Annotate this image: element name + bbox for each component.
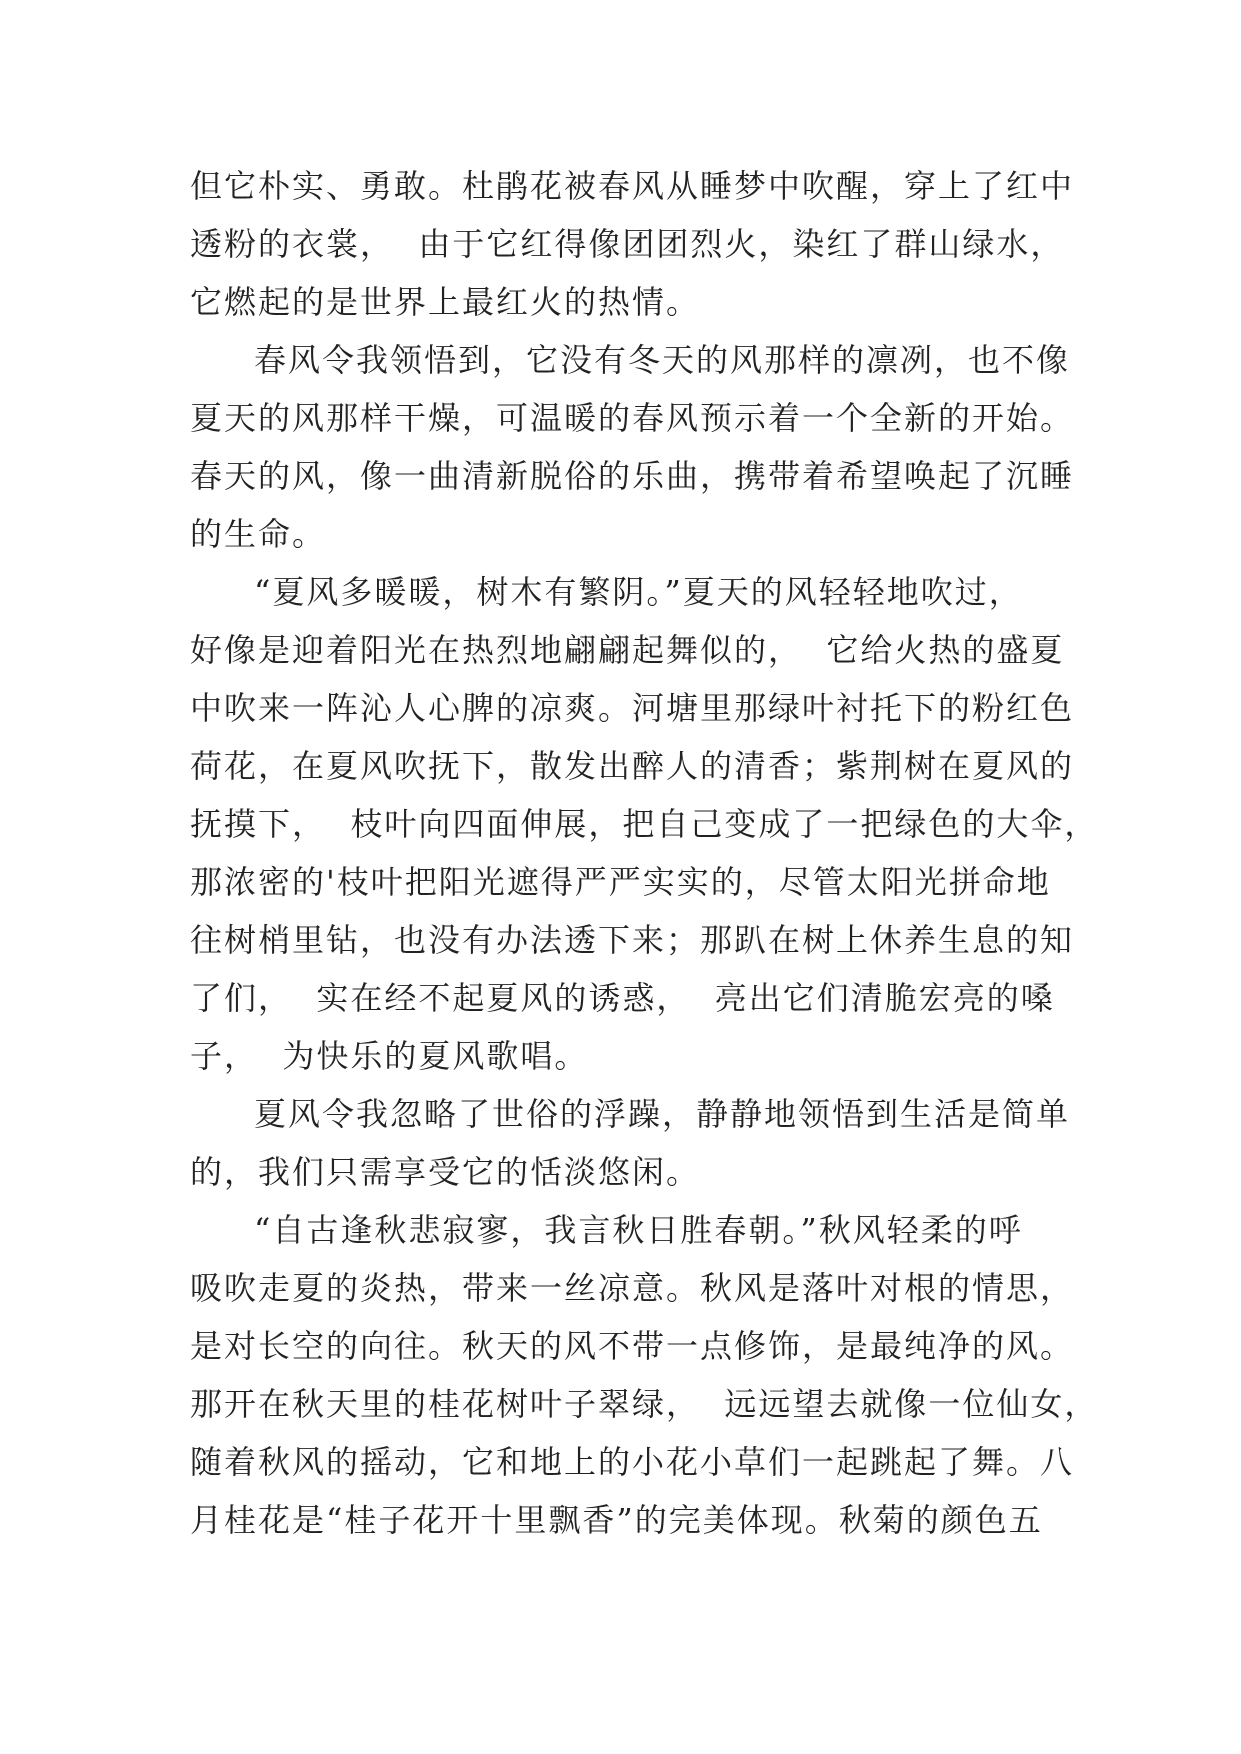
text-line-paragraph-start: 夏风令我忽略了世俗的浮躁，静静地领悟到生活是简单 <box>254 1095 1071 1133</box>
text-line: 随着秋风的摇动，它和地上的小花小草们一起跳起了舞。八 <box>190 1443 1075 1481</box>
text-line-paragraph-start: “夏风多暖暖，树木有繁阴。”夏天的风轻轻地吹过， <box>254 573 1023 611</box>
text-line: 夏天的风那样干燥，可温暖的春风预示着一个全新的开始。 <box>190 399 1075 437</box>
text-line-paragraph-start: “自古逢秋悲寂寥，我言秋日胜春朝。”秋风轻柔的呼 <box>254 1211 1023 1249</box>
text-line: 的，我们只需享受它的恬淡悠闲。 <box>190 1153 701 1191</box>
text-line: 的生命。 <box>190 515 327 553</box>
text-line: 了们， 实在经不起夏风的诱惑， 亮出它们清脆宏亮的嗓 <box>190 979 1055 1017</box>
text-line: 荷花，在夏风吹抚下，散发出醉人的清香；紫荆树在夏风的 <box>190 747 1075 785</box>
text-line: 吸吹走夏的炎热，带来一丝凉意。秋风是落叶对根的情思， <box>190 1269 1075 1307</box>
text-line: 是对长空的向往。秋天的风不带一点修饰，是最纯净的风。 <box>190 1327 1075 1365</box>
text-line: 月桂花是“桂子花开十里飘香”的完美体现。秋菊的颜色五 <box>190 1501 1043 1539</box>
text-line: 但它朴实、勇敢。杜鹃花被春风从睡梦中吹醒，穿上了红中 <box>190 167 1075 205</box>
essay-body <box>190 157 1099 1549</box>
text-line-paragraph-start: 春风令我领悟到，它没有冬天的风那样的凛冽，也不像 <box>254 341 1071 379</box>
text-line: 中吹来一阵沁人心脾的凉爽。河塘里那绿叶衬托下的粉红色 <box>190 689 1075 727</box>
text-line: 它燃起的是世界上最红火的热情。 <box>190 283 701 321</box>
text-line: 春天的风，像一曲清新脱俗的乐曲，携带着希望唤起了沉睡 <box>190 457 1075 495</box>
text-line: 子， 为快乐的夏风歌唱。 <box>190 1037 589 1075</box>
text-line: 那开在秋天里的桂花树叶子翠绿， 远远望去就像一位仙女， <box>190 1385 1099 1423</box>
text-line: 透粉的衣裳， 由于它红得像团团烈火，染红了群山绿水， <box>190 225 1065 263</box>
text-line: 那浓密的'枝叶把阳光遮得严严实实的，尽管太阳光拼命地 <box>190 863 1051 901</box>
text-line: 好像是迎着阳光在热烈地翩翩起舞似的， 它给火热的盛夏 <box>190 631 1065 669</box>
text-line: 抚摸下， 枝叶向四面伸展，把自己变成了一把绿色的大伞， <box>190 805 1099 843</box>
text-line: 往树梢里钻，也没有办法透下来；那趴在树上休养生息的知 <box>190 921 1075 959</box>
